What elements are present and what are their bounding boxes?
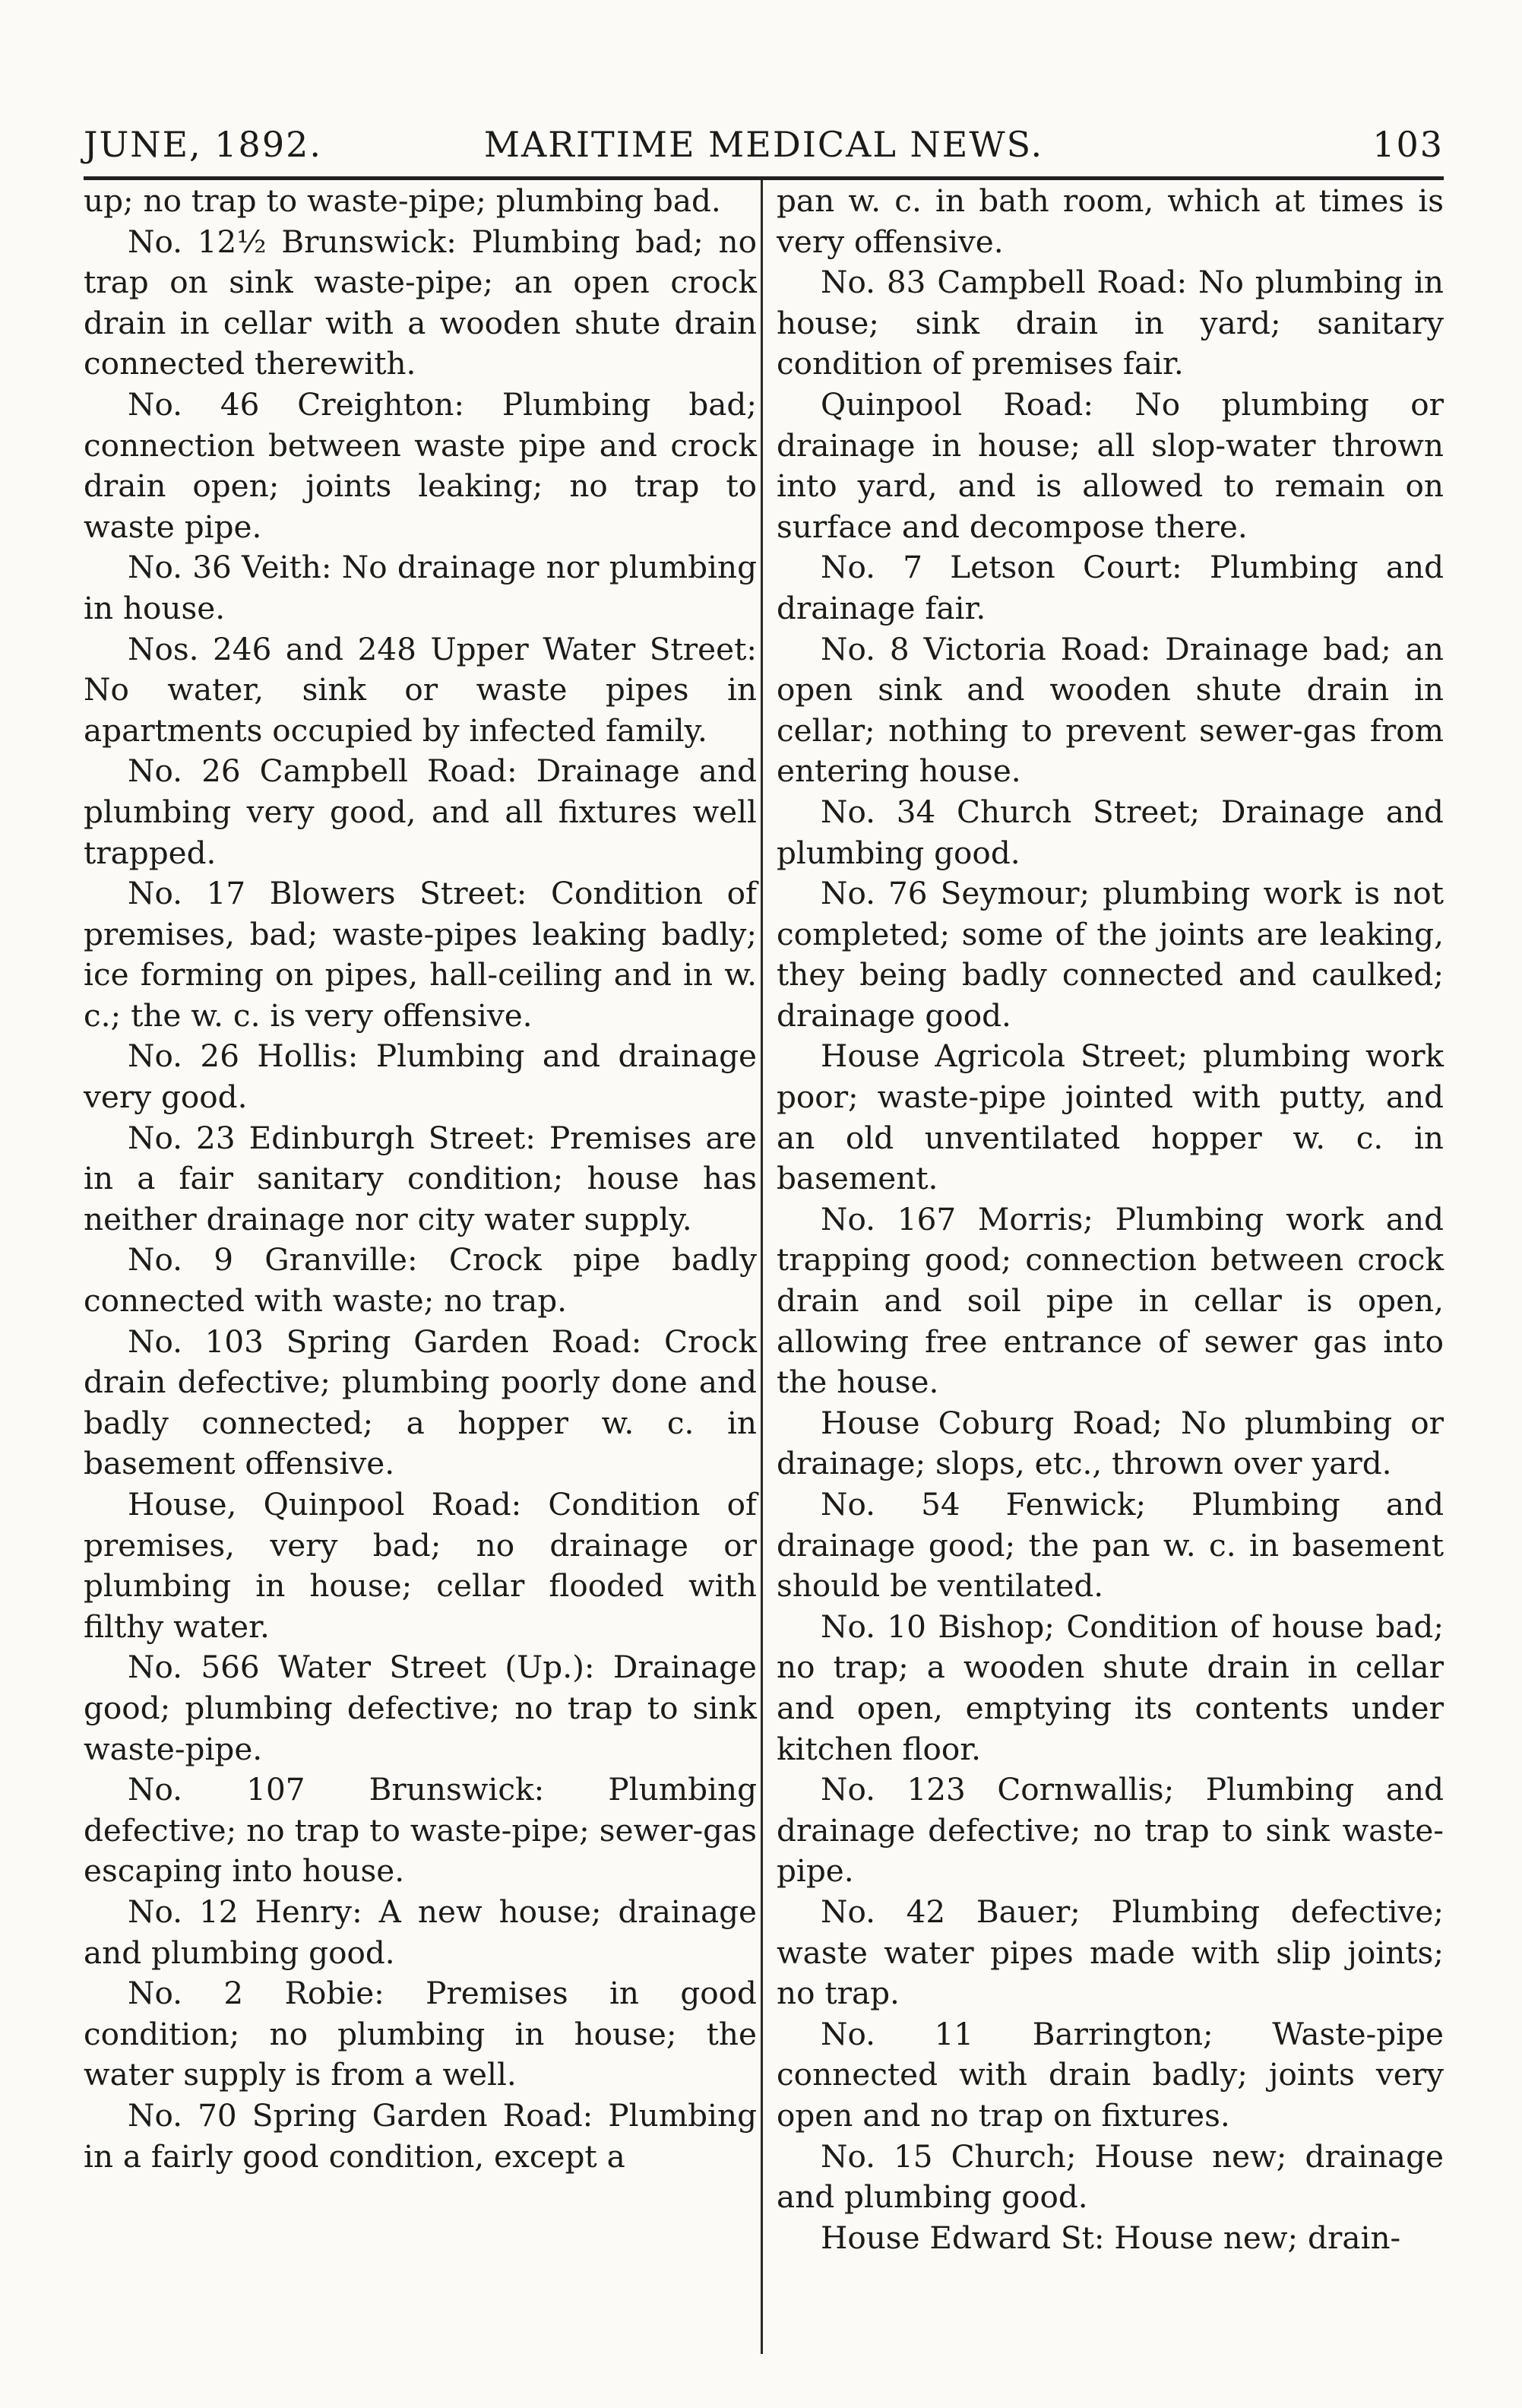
- report-paragraph: No. 566 Water Street (Up.): Drainage good; plumbing defective; no trap to sink waste-pipe.: [84, 1649, 757, 1767]
- running-header: [84, 122, 1444, 167]
- report-paragraph: No. 83 Campbell Road: No plumbing in house; sink drain in yard; sanitary condition of premises fair.: [777, 264, 1444, 382]
- report-paragraph: pan w. c. in bath room, which at times is very offensive.: [777, 182, 1444, 260]
- report-paragraph: No. 107 Brunswick: Plumbing defective; no trap to waste-pipe; sewer-gas escaping into house.: [84, 1771, 757, 1890]
- report-paragraph: No. 103 Spring Garden Road: Crock drain defective; plumbing poorly done and badly connected; a hopper w. c. in basement offensive.: [84, 1323, 757, 1482]
- report-paragraph: No. 34 Church Street; Drainage and plumbing good.: [777, 793, 1444, 871]
- report-paragraph: No. 7 Letson Court: Plumbing and drainage fair.: [777, 549, 1444, 626]
- report-paragraph: No. 123 Cornwallis; Plumbing and drainage defective; no trap to sink waste-pipe.: [777, 1771, 1444, 1890]
- report-paragraph: House Agricola Street; plumbing work poor; waste-pipe jointed with putty, and an old unventilated hopper w. c. in basement.: [777, 1038, 1444, 1197]
- report-paragraph: No. 23 Edinburgh Street: Premises are in a fair sanitary condition; house has neither drainage nor city water supply.: [84, 1119, 757, 1237]
- page-number: 103: [1372, 124, 1444, 165]
- report-paragraph: No. 54 Fenwick; Plumbing and drainage good; the pan w. c. in basement should be ventilated.: [777, 1486, 1444, 1605]
- right-column: [777, 181, 1444, 2258]
- column-divider: [761, 180, 763, 2354]
- report-paragraph: No. 70 Spring Garden Road: Plumbing in a fairly good condition, except a: [84, 2096, 757, 2175]
- report-paragraph: No. 8 Victoria Road: Drainage bad; an open sink and wooden shute drain in cellar; nothing to prevent sewer-gas from entering house.: [777, 630, 1444, 790]
- header-date: JUNE, 1892.: [84, 124, 322, 165]
- report-paragraph: No. 9 Granville: Crock pipe badly connected with waste; no trap.: [84, 1241, 757, 1320]
- report-paragraph: No. 42 Bauer; Plumbing defective; waste water pipes made with slip joints; no trap.: [777, 1893, 1444, 2012]
- report-paragraph: No. 26 Campbell Road: Drainage and plumbing very good, and all fixtures well trapped.: [84, 752, 757, 871]
- report-paragraph: up; no trap to waste-pipe; plumbing bad.: [84, 182, 721, 219]
- report-paragraph: No. 46 Creighton: Plumbing bad; connection between waste pipe and crock drain open; joints leaking; no trap to waste pipe.: [84, 385, 757, 545]
- report-paragraph: House Edward St: House new; drain-: [821, 2219, 1401, 2256]
- report-paragraph: No. 12 Henry: A new house; drainage and plumbing good.: [84, 1893, 757, 1971]
- report-paragraph: Nos. 246 and 248 Upper Water Street: No water, sink or waste pipes in apartments occupied by infected family.: [84, 630, 757, 749]
- report-paragraph: No. 10 Bishop; Condition of house bad; no trap; a wooden shute drain in cellar and open, emptying its contents under kitchen floor.: [777, 1608, 1444, 1767]
- report-paragraph: House Coburg Road; No plumbing or drainage; slops, etc., thrown over yard.: [777, 1404, 1444, 1482]
- report-paragraph: No. 26 Hollis: Plumbing and drainage very good.: [84, 1038, 757, 1116]
- report-paragraph: No. 15 Church; House new; drainage and plumbing good.: [777, 2137, 1444, 2216]
- report-paragraph: No. 167 Morris; Plumbing work and trapping good; connection between crock drain and soil pipe in cellar is open, allowing free entrance of sewer gas into the house.: [777, 1200, 1444, 1401]
- report-paragraph: Quinpool Road: No plumbing or drainage in house; all slop-water thrown into yard, and is allowed to remain on surface and decompose there.: [777, 385, 1444, 545]
- report-paragraph: No. 12½ Brunswick: Plumbing bad; no trap on sink waste-pipe; an open crock drain in cellar with a wooden shute drain connected therewith.: [84, 223, 757, 382]
- report-paragraph: No. 17 Blowers Street: Condition of premises, bad; waste-pipes leaking badly; ice forming on pipes, hall-ceiling and in w. c.; the w. c. is very offensive.: [84, 875, 757, 1034]
- header-rule: [84, 176, 1444, 180]
- header-journal-title: MARITIME MEDICAL NEWS.: [483, 124, 1044, 165]
- report-paragraph: No. 36 Veith: No drainage nor plumbing in house.: [84, 549, 757, 626]
- report-paragraph: House, Quinpool Road: Condition of premises, very bad; no drainage or plumbing in house; cellar flooded with filthy water.: [84, 1486, 757, 1645]
- report-paragraph: No. 11 Barrington; Waste-pipe connected with drain badly; joints very open and no trap on fixtures.: [777, 2015, 1444, 2134]
- left-column: [84, 181, 757, 2177]
- report-paragraph: No. 2 Robie: Premises in good condition; no plumbing in house; the water supply is from a well.: [84, 1975, 757, 2093]
- report-paragraph: No. 76 Seymour; plumbing work is not completed; some of the joints are leaking, they being badly connected and caulked; drainage good.: [777, 875, 1444, 1034]
